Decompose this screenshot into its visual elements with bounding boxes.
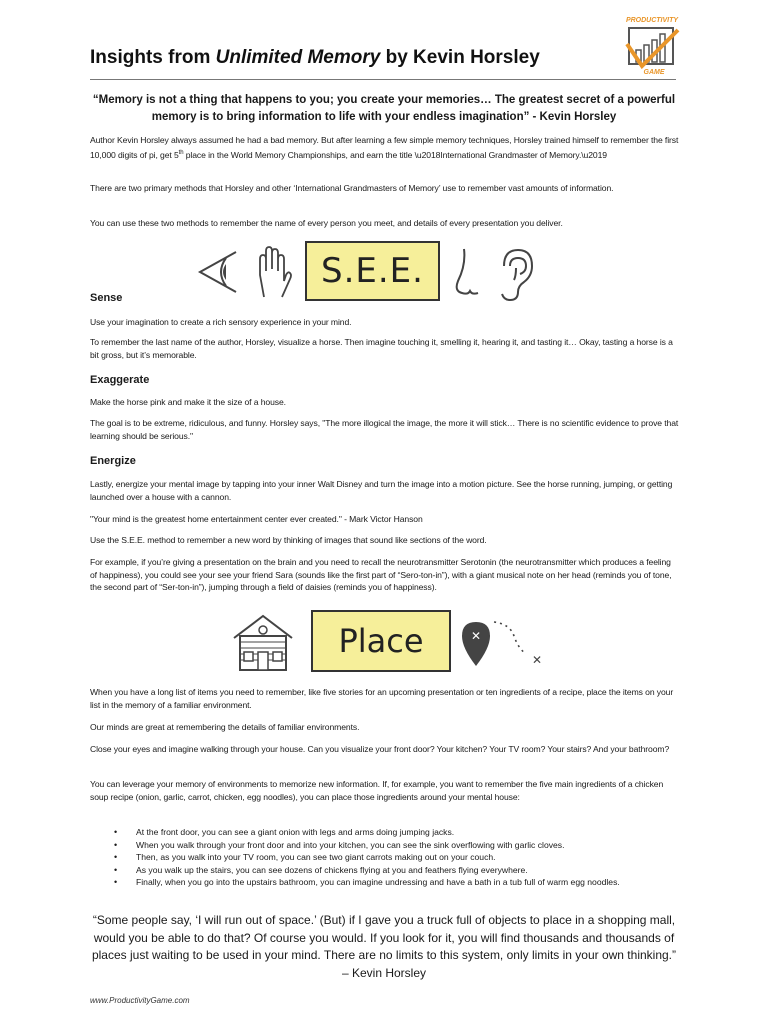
exaggerate-heading: Exaggerate bbox=[90, 374, 150, 386]
ear-icon bbox=[496, 246, 536, 307]
svg-text:GAME: GAME bbox=[643, 69, 665, 76]
list-item: • Finally, when you go into the upstairs bathroom, you can imagine undressing and have a bath in a tub full of warm egg noodles. bbox=[114, 876, 684, 889]
place-paragraph-2: Our minds are great at remembering the details of familiar environments. bbox=[90, 722, 360, 732]
list-item: • When you walk through your front door and into your kitchen, you can see the sink overflowing with garlic cloves. bbox=[114, 839, 684, 852]
footer-website[interactable]: www.ProductivityGame.com bbox=[90, 996, 190, 1005]
ingredient-placement-list bbox=[114, 826, 684, 889]
place-paragraph-1: When you have a long list of items you need to remember, like five stories for an upcoming presentation or ten ingredients of a recipe, place the items on your list in the memory of a familiar environment. bbox=[90, 687, 674, 710]
sense-paragraph-1: Use your imagination to create a rich sensory experience in your mind. bbox=[90, 317, 352, 327]
nose-icon bbox=[452, 247, 484, 306]
page-title: Insights from Unlimited Memory by Kevin Horsley bbox=[90, 47, 540, 68]
map-pin-icon bbox=[460, 612, 546, 675]
closing-quote: “Some people say, ‘I will run out of space.’ (But) if I gave you a truck full of objects to place in a shopping mall, would you be able to do that? Of course you would. If you look for it, you will find thousands and thousands of places just waiting to be used in your mind. There are no limits to this system, only limits in your own thinking.” – Kevin Horsley bbox=[91, 913, 677, 980]
energize-paragraph-1: Lastly, energize your mental image by tapping into your inner Walt Disney and turn the image into a motion picture. See the horse running, jumping, or getting launched over a house with a cannon. bbox=[90, 479, 673, 502]
eye-icon bbox=[196, 248, 240, 301]
list-item: • Then, as you walk into your TV room, you can see two giant carrots making out on your couch. bbox=[114, 851, 684, 864]
productivity-game-logo bbox=[622, 14, 682, 78]
svg-text:✕: ✕ bbox=[532, 653, 543, 667]
place-paragraph-4: You can leverage your memory of environments to memorize new information. If, for example, you want to remember the five main ingredients of a chicken soup recipe (onion, garlic, carrot, chicken, egg noodles), you can place those ingredients around your mental house: bbox=[90, 779, 664, 802]
energize-paragraph-4: For example, if you’re giving a presentation on the brain and you need to recall the neurotransmitter Serotonin (the neurotransmitter which produces a feeling of happiness), you could see your see your friend Sara (sounds like the first part of “Sero-ton-in”), with a giant musical note on her head (reminds you of tone, the second part of “Ser-ton-in”), jumping through a field of daisies (reminds you of happiness). bbox=[90, 557, 672, 593]
intro-paragraph-2: There are two primary methods that Horsley and other ‘International Grandmasters of Memory’ use to remember vast amounts of information. bbox=[90, 183, 614, 193]
place-paragraph-3: Close your eyes and imagine walking through your house. Can you visualize your front door? Your kitchen? Your TV room? Your stairs? And your bathroom? bbox=[90, 744, 670, 754]
svg-text:✕: ✕ bbox=[470, 629, 482, 643]
intro-paragraph-1: Author Kevin Horsley always assumed he had a bad memory. But after learning a few simple memory techniques, Horsley trained himself to remember the first 10,000 digits of pi, get 5th place in the World Memory Championships, and earn the title \u2018International Grandmaster of Memory.\u2019 bbox=[90, 135, 679, 160]
energize-paragraph-3: Use the S.E.E. method to remember a new word by thinking of images that sound like sections of the word. bbox=[90, 535, 487, 545]
sense-heading: Sense bbox=[90, 292, 123, 304]
sense-paragraph-2: To remember the last name of the author, Horsley, visualize a horse. Then imagine touching it, smelling it, hearing it, and tasting it… Okay, tasting a horse is a bit gross, but it’s memorable. bbox=[90, 337, 673, 360]
see-method-box: S.E.E. bbox=[305, 241, 440, 301]
hand-icon bbox=[252, 245, 294, 306]
header-divider bbox=[90, 79, 676, 80]
house-icon bbox=[230, 612, 296, 677]
exaggerate-paragraph-2: The goal is to be extreme, ridiculous, and funny. Horsley says, "The more illogical the image, the more it will stick… There is no scientific evidence to prove that learning should be serious." bbox=[90, 418, 679, 441]
list-item: • As you walk up the stairs, you can see dozens of chickens flying at you and feathers flying everywhere. bbox=[114, 864, 684, 877]
exaggerate-paragraph-1: Make the horse pink and make it the size of a house. bbox=[90, 397, 286, 407]
opening-quote: “Memory is not a thing that happens to you; you create your memories… The greatest secret of a powerful memory is to bring information to life with your endless imagination” - Kevin Horsley bbox=[92, 94, 676, 123]
energize-quote: "Your mind is the greatest home entertainment center ever created." - Mark Victor Hanson bbox=[90, 514, 423, 524]
energize-heading: Energize bbox=[90, 455, 136, 467]
svg-text:PRODUCTIVITY: PRODUCTIVITY bbox=[625, 17, 679, 24]
list-item: • At the front door, you can see a giant onion with legs and arms doing jumping jacks. bbox=[114, 826, 684, 839]
intro-paragraph-3: You can use these two methods to remember the name of every person you meet, and details of every presentation you deliver. bbox=[90, 218, 563, 228]
place-method-box: Place bbox=[311, 610, 451, 672]
